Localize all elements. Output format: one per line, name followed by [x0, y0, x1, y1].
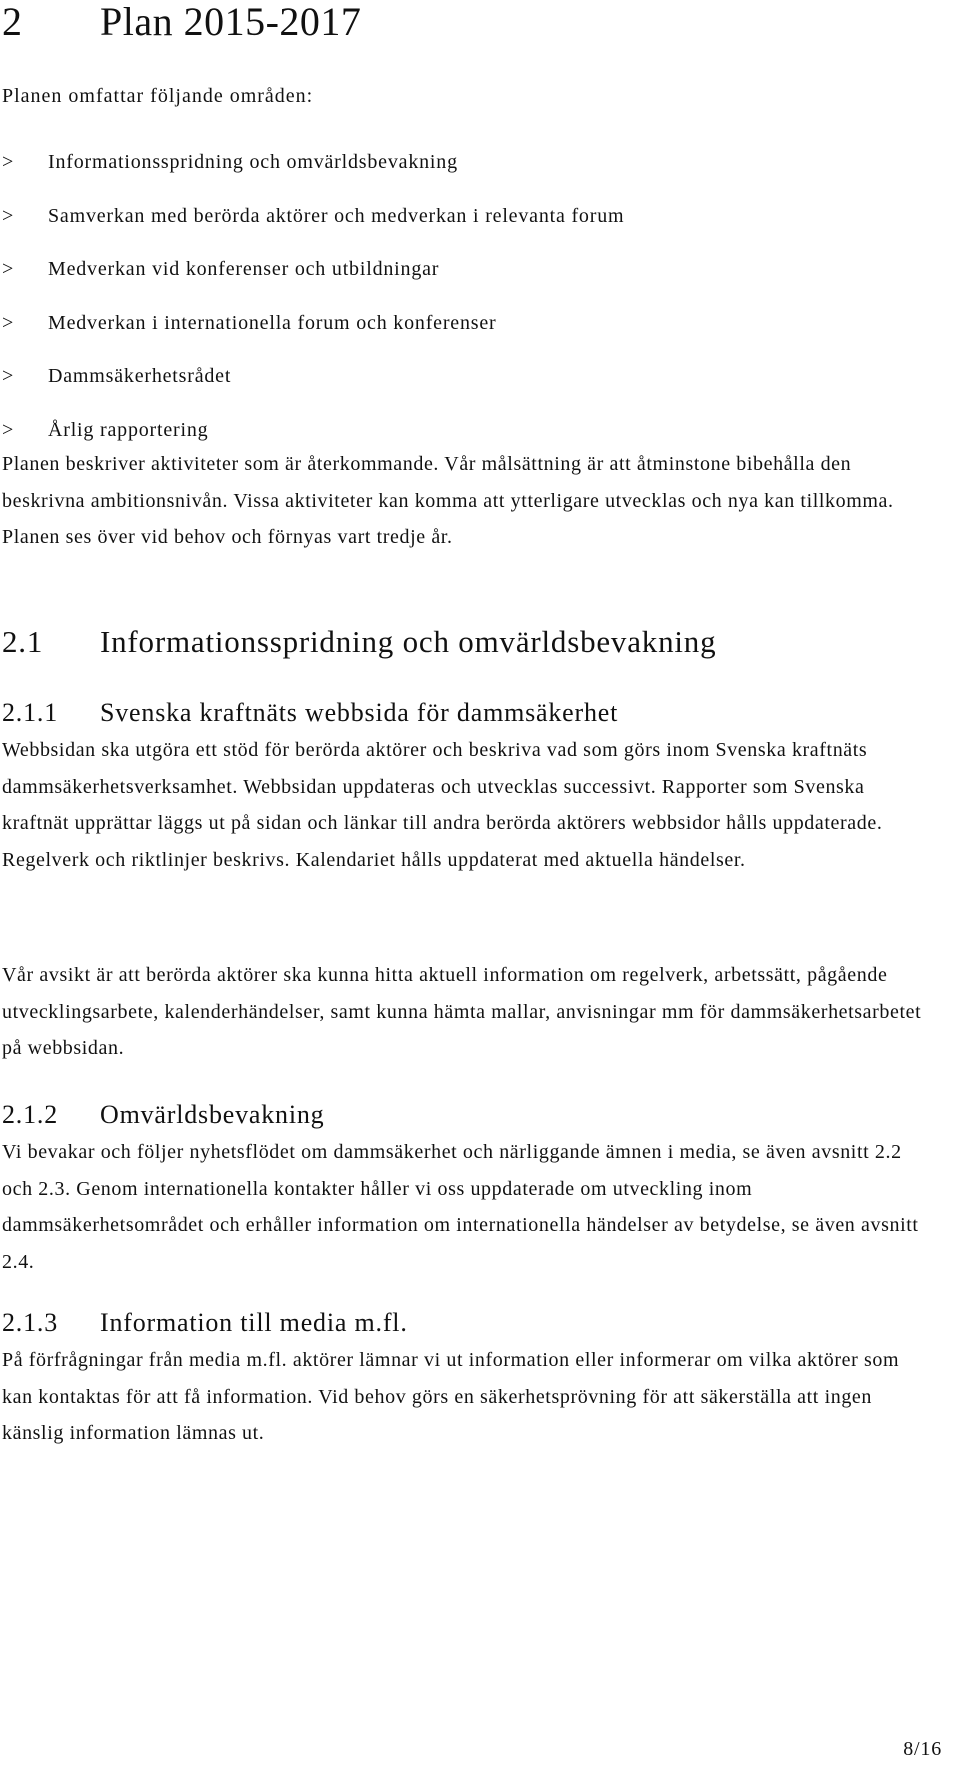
section-heading-2-1-2	[2, 1098, 324, 1132]
bullet-marker: >	[2, 365, 15, 388]
bullet-list	[2, 148, 624, 470]
list-item-text: Medverkan i internationella forum och konferenser	[48, 311, 497, 334]
list-item	[2, 255, 624, 309]
section-number: 2.1.1	[2, 698, 58, 727]
intro-text: Planen omfattar följande områden:	[2, 85, 314, 107]
list-item-text: Informationsspridning och omvärldsbevakning	[48, 151, 458, 173]
section-title: Information till media m.fl.	[100, 1308, 408, 1337]
section-heading-2-1	[2, 622, 716, 662]
chapter-heading	[2, 0, 361, 44]
media-paragraph: På förfrågningar från media m.fl. aktörer lämnar vi ut information eller informerar om vilka aktörer som kan kontaktas för att få information. Vid behov görs en säkerhetsprövning för att säkerställa att ingen känslig information lämnas ut.	[2, 1349, 900, 1444]
bullet-marker: >	[2, 258, 15, 281]
chapter-title: Plan 2015-2017	[100, 0, 362, 44]
chapter-number: 2	[2, 0, 23, 44]
list-item	[2, 202, 624, 256]
website-paragraph: Webbsidan ska utgöra ett stöd för berörda aktörer och beskriva vad som görs inom Svenska kraftnäts dammsäkerhetsverksamhet. Webbsidan uppdateras och utvecklas successivt. Rapporter som Svenska kraftnät upprättar läggs ut på sidan och länkar till andra berörda aktörers webbsidor hålls uppdaterade. Regelverk och riktlinjer beskrivs. Kalendariet hålls uppdaterat med aktuella händelser.	[2, 739, 883, 871]
list-item	[2, 362, 624, 416]
list-item-text: Dammsäkerhetsrådet	[48, 365, 232, 388]
section-title: Informationsspridning och omvärldsbevakning	[100, 624, 717, 659]
list-item-text: Medverkan vid konferenser och utbildningar	[48, 258, 440, 281]
section-title: Omvärldsbevakning	[100, 1100, 325, 1129]
list-item-text: Samverkan med berörda aktörer och medverkan i relevanta forum	[48, 204, 625, 227]
section-number: 2.1	[2, 624, 44, 659]
list-item	[2, 148, 624, 202]
list-item	[2, 309, 624, 363]
section-number: 2.1.3	[2, 1308, 58, 1337]
section-heading-2-1-1	[2, 696, 618, 730]
section-number: 2.1.2	[2, 1100, 58, 1129]
monitoring-paragraph: Vi bevakar och följer nyhetsflödet om dammsäkerhet och närliggande ämnen i media, se även avsnitt 2.2 och 2.3. Genom internationella kontakter håller vi oss uppdaterade om utveckling inom dammsäkerhetsområdet och erhåller information om internationella händelser av betydelse, se även avsnitt 2.4.	[2, 1141, 919, 1273]
section-heading-2-1-3	[2, 1306, 408, 1340]
bullet-marker: >	[2, 418, 15, 441]
bullet-marker: >	[2, 151, 15, 173]
website-goal-paragraph: Vår avsikt är att berörda aktörer ska kunna hitta aktuell information om regelverk, arbetssätt, pågående utvecklingsarbete, kalenderhändelser, samt kunna hämta mallar, anvisningar mm för dammsäkerhetsarbetet på webbsidan.	[2, 964, 922, 1059]
list-item-text: Årlig rapportering	[48, 418, 209, 441]
page-number: 8/16	[903, 1738, 942, 1760]
summary-paragraph: Planen beskriver aktiviteter som är återkommande. Vår målsättning är att åtminstone bibehålla den beskrivna ambitionsnivån. Vissa aktiviteter kan komma att ytterligare utvecklas och nya kan tillkomma. Planen ses över vid behov och förnyas vart tredje år.	[2, 453, 894, 548]
bullet-marker: >	[2, 204, 15, 227]
section-title: Svenska kraftnäts webbsida för dammsäkerhet	[100, 698, 619, 727]
bullet-marker: >	[2, 311, 15, 334]
